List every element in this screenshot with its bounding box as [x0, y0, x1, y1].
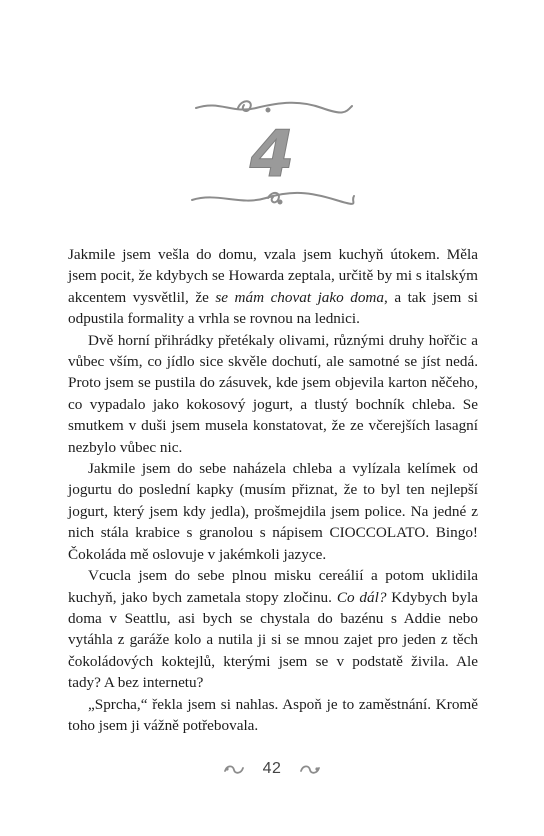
text-run: , a tak jsem si odpustila formality a vrhla se rovnou na lednici.: [68, 288, 478, 328]
paragraph: [68, 565, 478, 693]
text-run: Dvě horní přihrádky přetékaly olivami, různými druhy hořčic a vůbec vším, co jídlo sice skvěle dochutí, ale samotné se jíst nedá. Proto jsem se pustila do zásuvek, kde jsem objevila karton něčeho, co vypadalo jako kokosový jogurt, a tlustý bochník chleba. Se smutkem v duši jsem musela konstatovat, že ze včerejších lasagní nezbylo vůbec nic.: [68, 331, 478, 456]
chapter-heading: [0, 88, 544, 218]
emphasized-text: Co dál?: [336, 588, 387, 606]
page-number: 42: [262, 760, 282, 777]
emphasized-text: se mám chovat jako doma: [215, 288, 384, 306]
text-run: Jakmile jsem vešla do domu, vzala jsem kuchyň útokem. Měla jsem pocit, že kdybych se Howarda zeptala, určitě by mi s italským akcentem vysvětlil, že: [68, 246, 478, 306]
text-run: Jakmile jsem do sebe naházela chleba a vylízala kelímek od jogurtu do poslední kapky (musím přiznat, že to byl ten nejlepší jogurt, který jsem kdy jedla), prošmejdila jsem police. Na jedné z nich stála krabice s granolou s nápisem CIOCCOLATO. Bingo! Čokoláda mě oslovuje v jakémkoli jazyce.: [68, 460, 478, 563]
chapter-heading-graphic: [0, 88, 544, 218]
top-swirl-divider-icon: [196, 101, 352, 112]
chapter-text: [68, 244, 478, 736]
scroll-ornament-icon: [299, 763, 321, 775]
paragraph: [68, 694, 478, 737]
paragraph: [68, 330, 478, 458]
chapter-number: 4: [249, 118, 295, 192]
text-run: Vcucla jsem do sebe plnou misku cereálií a potom uklidila kuchyň, jako bych zametala stopy zločinu.: [68, 567, 478, 606]
scroll-ornament-icon: [223, 763, 245, 775]
paragraph: [68, 458, 478, 565]
bottom-swirl-divider-icon: [192, 193, 354, 204]
paragraph: [68, 244, 478, 330]
text-run: „Sprcha,“ řekla jsem si nahlas. Aspoň je to zaměstnání. Kromě toho jsem ji vážně potřebovala.: [68, 695, 478, 734]
page-footer: [0, 754, 544, 784]
text-run: Kdybych byla doma v Seattlu, asi bych se chystala do bazénu s Addie nebo vytáhla z garáže kolo a nutila ji si se mnou zajet pro jeden z těch čokoládových koktejlů, kterými jsem se v podstatě živila. Ale tady? A bez internetu?: [68, 588, 479, 692]
